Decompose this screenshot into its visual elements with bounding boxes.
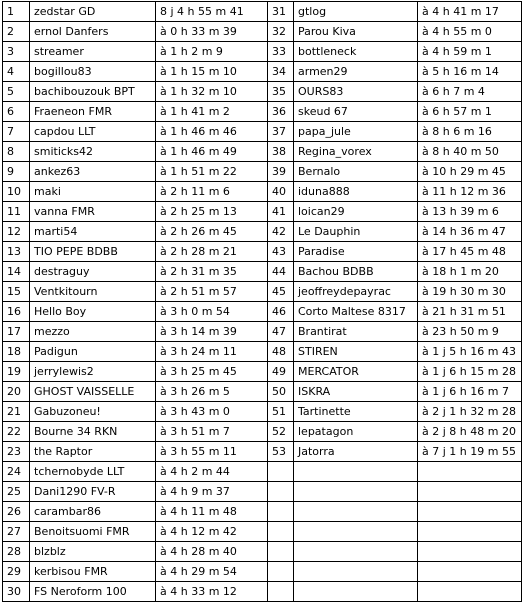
rank-cell: 10: [3, 182, 30, 202]
player-name-cell: streamer: [30, 42, 156, 62]
rank-cell: 6: [3, 102, 30, 122]
rank-cell: 24: [3, 462, 30, 482]
time-gap-cell: à 14 h 36 m 47: [418, 222, 522, 242]
rank-cell: 11: [3, 202, 30, 222]
table-row: [3, 122, 522, 142]
table-row: [3, 522, 522, 542]
rank-cell: 14: [3, 262, 30, 282]
time-gap-cell: à 13 h 39 m 6: [418, 202, 522, 222]
table-row: [3, 302, 522, 322]
time-gap-cell: à 4 h 59 m 1: [418, 42, 522, 62]
player-name-cell: Bourne 34 RKN: [30, 422, 156, 442]
player-name-cell: bogillou83: [30, 62, 156, 82]
rank-cell: 12: [3, 222, 30, 242]
time-gap-cell: à 4 h 55 m 0: [418, 22, 522, 42]
time-gap-cell: à 3 h 55 m 11: [156, 442, 268, 462]
table-row: [3, 402, 522, 422]
time-gap-cell: à 1 j 6 h 15 m 28: [418, 362, 522, 382]
table-row: [3, 182, 522, 202]
empty-cell: [294, 562, 418, 582]
time-gap-cell: à 11 h 12 m 36: [418, 182, 522, 202]
table-row: [3, 22, 522, 42]
table-row: [3, 562, 522, 582]
player-name-cell: iduna888: [294, 182, 418, 202]
rank-cell: 46: [268, 302, 294, 322]
time-gap-cell: à 2 h 25 m 13: [156, 202, 268, 222]
empty-cell: [294, 502, 418, 522]
time-gap-cell: à 1 j 6 h 16 m 7: [418, 382, 522, 402]
player-name-cell: Tartinette: [294, 402, 418, 422]
rank-cell: 53: [268, 442, 294, 462]
rank-cell: 50: [268, 382, 294, 402]
player-name-cell: ernol Danfers: [30, 22, 156, 42]
rank-cell: 26: [3, 502, 30, 522]
table-row: [3, 242, 522, 262]
time-gap-cell: à 1 h 46 m 46: [156, 122, 268, 142]
player-name-cell: Benoitsuomi FMR: [30, 522, 156, 542]
rank-cell: 16: [3, 302, 30, 322]
rank-cell: 1: [3, 2, 30, 22]
table-row: [3, 42, 522, 62]
player-name-cell: skeud 67: [294, 102, 418, 122]
empty-cell: [268, 542, 294, 562]
player-name-cell: maki: [30, 182, 156, 202]
empty-cell: [294, 522, 418, 542]
table-row: [3, 282, 522, 302]
time-gap-cell: à 2 h 28 m 21: [156, 242, 268, 262]
table-row: [3, 422, 522, 442]
rank-cell: 25: [3, 482, 30, 502]
player-name-cell: papa_jule: [294, 122, 418, 142]
rank-cell: 20: [3, 382, 30, 402]
rank-cell: 22: [3, 422, 30, 442]
rank-cell: 48: [268, 342, 294, 362]
rank-cell: 42: [268, 222, 294, 242]
rank-cell: 21: [3, 402, 30, 422]
rank-cell: 43: [268, 242, 294, 262]
player-name-cell: lepatagon: [294, 422, 418, 442]
rank-cell: 41: [268, 202, 294, 222]
player-name-cell: Gabuzoneu!: [30, 402, 156, 422]
time-gap-cell: à 2 h 51 m 57: [156, 282, 268, 302]
rank-cell: 31: [268, 2, 294, 22]
time-gap-cell: à 4 h 2 m 44: [156, 462, 268, 482]
time-gap-cell: à 1 h 46 m 49: [156, 142, 268, 162]
player-name-cell: mezzo: [30, 322, 156, 342]
player-name-cell: kerbisou FMR: [30, 562, 156, 582]
player-name-cell: MERCATOR: [294, 362, 418, 382]
time-gap-cell: à 3 h 25 m 45: [156, 362, 268, 382]
player-name-cell: Jatorra: [294, 442, 418, 462]
empty-cell: [268, 482, 294, 502]
empty-cell: [418, 542, 522, 562]
time-gap-cell: à 7 j 1 h 19 m 55: [418, 442, 522, 462]
empty-cell: [418, 562, 522, 582]
player-name-cell: marti54: [30, 222, 156, 242]
player-name-cell: ankez63: [30, 162, 156, 182]
time-gap-cell: à 18 h 1 m 20: [418, 262, 522, 282]
rank-cell: 8: [3, 142, 30, 162]
table-row: [3, 2, 522, 22]
player-name-cell: the Raptor: [30, 442, 156, 462]
rank-cell: 17: [3, 322, 30, 342]
time-gap-cell: à 3 h 24 m 11: [156, 342, 268, 362]
rank-cell: 27: [3, 522, 30, 542]
rank-cell: 44: [268, 262, 294, 282]
time-gap-cell: à 8 h 40 m 50: [418, 142, 522, 162]
time-gap-cell: à 4 h 11 m 48: [156, 502, 268, 522]
time-gap-cell: à 5 h 16 m 14: [418, 62, 522, 82]
rank-cell: 38: [268, 142, 294, 162]
rank-cell: 34: [268, 62, 294, 82]
table-row: [3, 362, 522, 382]
time-gap-cell: à 4 h 12 m 42: [156, 522, 268, 542]
time-gap-cell: à 4 h 28 m 40: [156, 542, 268, 562]
player-name-cell: smiticks42: [30, 142, 156, 162]
empty-cell: [268, 582, 294, 602]
time-gap-cell: à 3 h 0 m 54: [156, 302, 268, 322]
time-gap-cell: à 3 h 43 m 0: [156, 402, 268, 422]
rank-cell: 33: [268, 42, 294, 62]
table-row: [3, 102, 522, 122]
table-row: [3, 382, 522, 402]
empty-cell: [294, 582, 418, 602]
player-name-cell: OURS83: [294, 82, 418, 102]
time-gap-cell: à 19 h 30 m 30: [418, 282, 522, 302]
time-gap-cell: 8 j 4 h 55 m 41: [156, 2, 268, 22]
table-row: [3, 262, 522, 282]
time-gap-cell: à 17 h 45 m 48: [418, 242, 522, 262]
empty-cell: [418, 482, 522, 502]
rank-cell: 19: [3, 362, 30, 382]
rank-cell: 35: [268, 82, 294, 102]
empty-cell: [294, 462, 418, 482]
table-row: [3, 462, 522, 482]
rank-cell: 23: [3, 442, 30, 462]
ranking-table-body: [3, 2, 522, 602]
empty-cell: [268, 562, 294, 582]
time-gap-cell: à 4 h 29 m 54: [156, 562, 268, 582]
player-name-cell: bottleneck: [294, 42, 418, 62]
empty-cell: [418, 502, 522, 522]
player-name-cell: Regina_vorex: [294, 142, 418, 162]
player-name-cell: bachibouzouk BPT: [30, 82, 156, 102]
player-name-cell: destraguy: [30, 262, 156, 282]
player-name-cell: gtlog: [294, 2, 418, 22]
rank-cell: 32: [268, 22, 294, 42]
table-row: [3, 82, 522, 102]
rank-cell: 52: [268, 422, 294, 442]
time-gap-cell: à 4 h 41 m 17: [418, 2, 522, 22]
player-name-cell: carambar86: [30, 502, 156, 522]
rank-cell: 18: [3, 342, 30, 362]
rank-cell: 45: [268, 282, 294, 302]
time-gap-cell: à 0 h 33 m 39: [156, 22, 268, 42]
rank-cell: 47: [268, 322, 294, 342]
rank-cell: 36: [268, 102, 294, 122]
time-gap-cell: à 1 j 5 h 16 m 43: [418, 342, 522, 362]
player-name-cell: Corto Maltese 8317: [294, 302, 418, 322]
rank-cell: 51: [268, 402, 294, 422]
empty-cell: [418, 522, 522, 542]
player-name-cell: Brantirat: [294, 322, 418, 342]
player-name-cell: Paradise: [294, 242, 418, 262]
rank-cell: 28: [3, 542, 30, 562]
time-gap-cell: à 2 j 8 h 48 m 20: [418, 422, 522, 442]
rank-cell: 29: [3, 562, 30, 582]
time-gap-cell: à 4 h 33 m 12: [156, 582, 268, 602]
table-row: [3, 342, 522, 362]
player-name-cell: ISKRA: [294, 382, 418, 402]
time-gap-cell: à 8 h 6 m 16: [418, 122, 522, 142]
player-name-cell: zedstar GD: [30, 2, 156, 22]
time-gap-cell: à 1 h 51 m 22: [156, 162, 268, 182]
rank-cell: 49: [268, 362, 294, 382]
table-row: [3, 542, 522, 562]
player-name-cell: tchernobyde LLT: [30, 462, 156, 482]
time-gap-cell: à 3 h 51 m 7: [156, 422, 268, 442]
player-name-cell: jeoffreydepayrac: [294, 282, 418, 302]
rank-cell: 30: [3, 582, 30, 602]
rank-cell: 13: [3, 242, 30, 262]
table-row: [3, 502, 522, 522]
rank-cell: 37: [268, 122, 294, 142]
time-gap-cell: à 23 h 50 m 9: [418, 322, 522, 342]
time-gap-cell: à 3 h 26 m 5: [156, 382, 268, 402]
empty-cell: [268, 462, 294, 482]
player-name-cell: armen29: [294, 62, 418, 82]
table-row: [3, 142, 522, 162]
empty-cell: [294, 482, 418, 502]
time-gap-cell: à 1 h 15 m 10: [156, 62, 268, 82]
table-row: [3, 582, 522, 602]
rank-cell: 5: [3, 82, 30, 102]
rank-cell: 2: [3, 22, 30, 42]
time-gap-cell: à 1 h 41 m 2: [156, 102, 268, 122]
player-name-cell: Bernalo: [294, 162, 418, 182]
player-name-cell: GHOST VAISSELLE: [30, 382, 156, 402]
table-row: [3, 222, 522, 242]
table-row: [3, 442, 522, 462]
player-name-cell: jerrylewis2: [30, 362, 156, 382]
player-name-cell: STIREN: [294, 342, 418, 362]
time-gap-cell: à 2 h 31 m 35: [156, 262, 268, 282]
player-name-cell: loican29: [294, 202, 418, 222]
player-name-cell: Parou Kiva: [294, 22, 418, 42]
time-gap-cell: à 21 h 31 m 51: [418, 302, 522, 322]
time-gap-cell: à 3 h 14 m 39: [156, 322, 268, 342]
time-gap-cell: à 2 j 1 h 32 m 28: [418, 402, 522, 422]
time-gap-cell: à 4 h 9 m 37: [156, 482, 268, 502]
table-row: [3, 322, 522, 342]
player-name-cell: FS Neroform 100: [30, 582, 156, 602]
time-gap-cell: à 6 h 7 m 4: [418, 82, 522, 102]
player-name-cell: Dani1290 FV-R: [30, 482, 156, 502]
ranking-table: [2, 1, 522, 602]
empty-cell: [268, 502, 294, 522]
empty-cell: [294, 542, 418, 562]
table-row: [3, 162, 522, 182]
rank-cell: 7: [3, 122, 30, 142]
rank-cell: 15: [3, 282, 30, 302]
player-name-cell: TIO PEPE BDBB: [30, 242, 156, 262]
player-name-cell: Ventkitourn: [30, 282, 156, 302]
player-name-cell: Hello Boy: [30, 302, 156, 322]
rank-cell: 9: [3, 162, 30, 182]
player-name-cell: capdou LLT: [30, 122, 156, 142]
table-row: [3, 202, 522, 222]
time-gap-cell: à 2 h 26 m 45: [156, 222, 268, 242]
rank-cell: 40: [268, 182, 294, 202]
player-name-cell: Fraeneon FMR: [30, 102, 156, 122]
time-gap-cell: à 2 h 11 m 6: [156, 182, 268, 202]
time-gap-cell: à 1 h 32 m 10: [156, 82, 268, 102]
empty-cell: [268, 522, 294, 542]
time-gap-cell: à 6 h 57 m 1: [418, 102, 522, 122]
player-name-cell: Padigun: [30, 342, 156, 362]
rank-cell: 39: [268, 162, 294, 182]
table-row: [3, 482, 522, 502]
time-gap-cell: à 10 h 29 m 45: [418, 162, 522, 182]
empty-cell: [418, 462, 522, 482]
player-name-cell: blzblz: [30, 542, 156, 562]
empty-cell: [418, 582, 522, 602]
rank-cell: 4: [3, 62, 30, 82]
player-name-cell: Bachou BDBB: [294, 262, 418, 282]
player-name-cell: Le Dauphin: [294, 222, 418, 242]
table-row: [3, 62, 522, 82]
rank-cell: 3: [3, 42, 30, 62]
player-name-cell: vanna FMR: [30, 202, 156, 222]
time-gap-cell: à 1 h 2 m 9: [156, 42, 268, 62]
